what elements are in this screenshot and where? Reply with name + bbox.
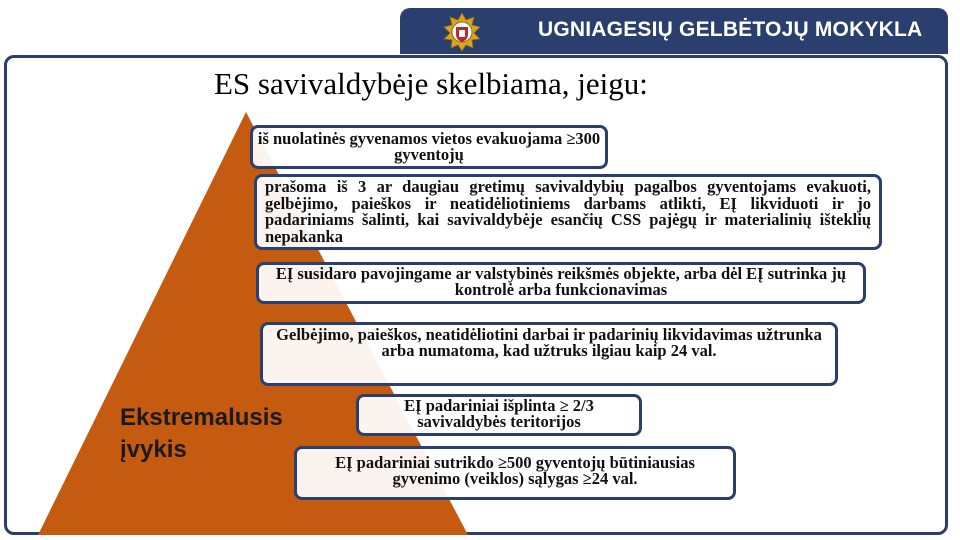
criterion-text: EĮ susidaro pavojingame ar valstybinės reikšmės objekte, arba dėl EĮ sutrinka jų kontrolė arba funkcionavimas [275, 264, 847, 299]
criterion-text: Gelbėjimo, paieškos, neatidėliotini darbai ir padarinių likvidavimas užtrunka arba numatoma, kad užtruks ilgiau kaip 24 val. [276, 325, 822, 360]
criterion-box [294, 446, 736, 500]
criterion-text: EĮ padariniai išplinta ≥ 2/3 savivaldybės teritorijos [404, 396, 594, 431]
criterion-box [256, 262, 866, 304]
header-title: UGNIAGESIŲ GELBĖTOJŲ MOKYKLA [538, 18, 923, 41]
slide-title: ES savivaldybėje skelbiama, jeigu: [214, 66, 648, 101]
criterion-text: prašoma iš 3 ar daugiau gretimų savivaldybių pagalbos gyventojams evakuoti, gelbėjimo, paieškos ir neatidėliotiniems darbams atlikti, EĮ likviduoti ir jo padariniams šalinti, kai savivaldybėje esančių CSS pajėgų ir materialinių išteklių nepakanka [265, 177, 871, 246]
criterion-box [260, 322, 838, 386]
criterion-text: EĮ padariniai sutrikdo ≥500 gyventojų būtiniausias gyvenimo (veiklos) sąlygas ≥24 val. [335, 453, 695, 488]
criterion-box [250, 125, 608, 169]
criterion-box [254, 174, 882, 250]
criterion-text: iš nuolatinės gyvenamos vietos evakuojama ≥300 gyventojų [257, 129, 601, 164]
criterion-box [356, 394, 642, 436]
pyramid-label: Ekstremalusis įvykis [120, 404, 283, 463]
